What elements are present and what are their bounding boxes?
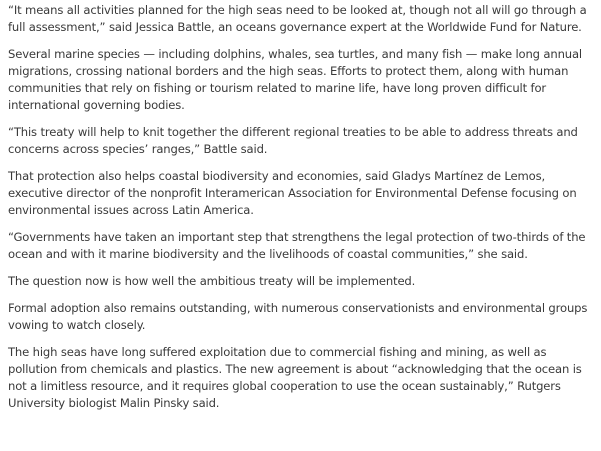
article-paragraph: “This treaty will help to knit together the different regional treaties to be able to address threats and concerns across species’ ranges,” Battle said.	[8, 125, 578, 156]
article-paragraph: That protection also helps coastal biodiversity and economies, said Gladys Martínez de Lemos, executive director of the nonprofit Interamerican Association for Environmental Defense focusing on environmental issues across Latin America.	[8, 169, 577, 217]
article-body	[8, 2, 596, 422]
article-paragraph: The question now is how well the ambitious treaty will be implemented.	[8, 274, 416, 288]
article-paragraph: The high seas have long suffered exploitation due to commercial fishing and mining, as well as pollution from chemicals and plastics. The new agreement is about “acknowledging that the ocean is not a limitless resource, and it requires global cooperation to use the ocean sustainably,” Rutgers University biologist Malin Pinsky said.	[8, 345, 582, 410]
article-paragraph: Formal adoption also remains outstanding, with numerous conservationists and environmental groups vowing to watch closely.	[8, 301, 588, 332]
article-paragraph: “It means all activities planned for the high seas need to be looked at, though not all will go through a full assessment,” said Jessica Battle, an oceans governance expert at the Worldwide Fund for Nature.	[8, 3, 587, 34]
article-paragraph: Several marine species — including dolphins, whales, sea turtles, and many fish — make long annual migrations, crossing national borders and the high seas. Efforts to protect them, along with human communities that rely on fishing or tourism related to marine life, have long proven difficult for international governing bodies.	[8, 47, 583, 112]
article-paragraph: “Governments have taken an important step that strengthens the legal protection of two-thirds of the ocean and with it marine biodiversity and the livelihoods of coastal communities,” she said.	[8, 230, 586, 261]
